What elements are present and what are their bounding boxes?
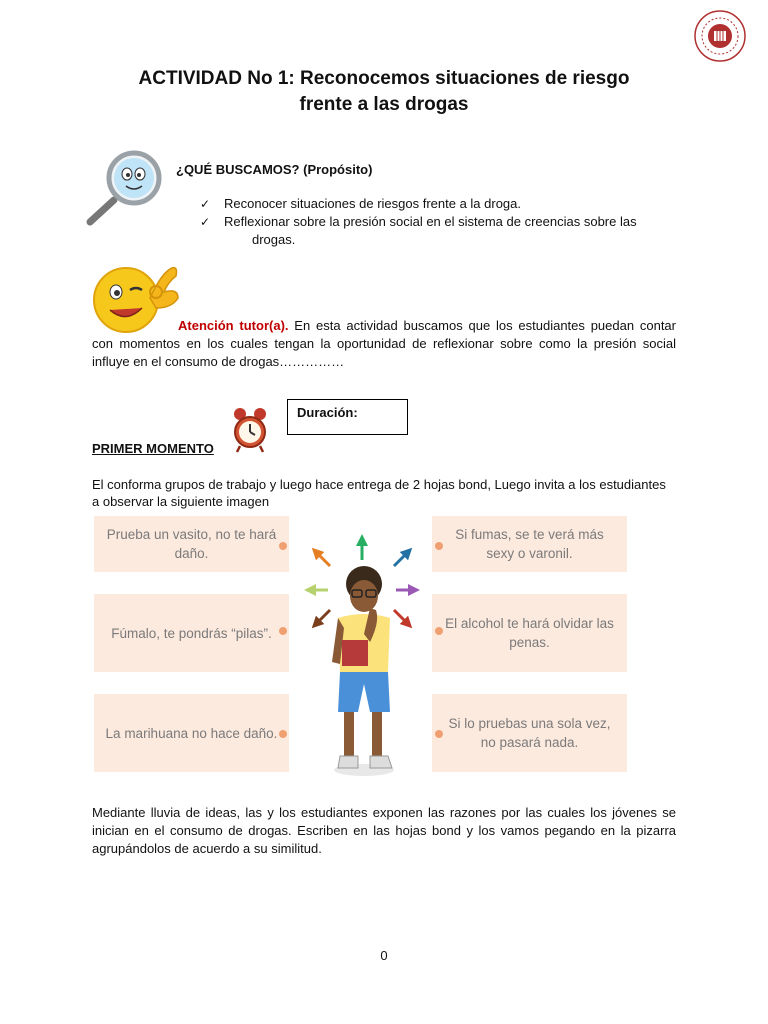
attention-label: Atención tutor(a).: [178, 318, 289, 333]
purpose-list: [200, 195, 680, 249]
pressure-card-right-3: Si lo pruebas una sola vez, no pasará nada.: [432, 694, 627, 772]
arrow-up-left: [316, 552, 330, 566]
tutor-attention-paragraph: [92, 317, 676, 371]
checkmark-icon: ✓: [200, 197, 211, 211]
alarm-clock-icon: [232, 406, 268, 454]
thinking-boy-icon: [330, 562, 400, 778]
purpose-item-continuation: drogas.: [252, 232, 296, 247]
checkmark-icon: ✓: [200, 215, 211, 229]
pressure-card-left-1: Prueba un vasito, no te hará daño.: [94, 516, 289, 572]
connector-dot: [279, 542, 287, 550]
section-heading: PRIMER MOMENTO: [92, 441, 214, 456]
list-item: [200, 195, 680, 213]
pressure-card-left-3: La marihuana no hace daño.: [94, 694, 289, 772]
pressure-card-right-1: Si fumas, se te verá más sexy o varonil.: [432, 516, 627, 572]
page-title: [60, 66, 708, 118]
pressure-card-right-2: El alcohol te hará olvidar las penas.: [432, 594, 627, 672]
magnifying-glass-icon: [84, 148, 168, 228]
connector-dot: [435, 627, 443, 635]
connector-dot: [279, 730, 287, 738]
title-line-2: frente a las drogas: [299, 94, 469, 115]
duration-label: Duración:: [297, 405, 358, 420]
attention-text: En esta actividad buscamos que los estudiantes puedan contar con momentos en los cuales tengan la oportunidad de reflexionar sobre como la presión social influye en el consumo de drogas……………: [92, 318, 676, 369]
purpose-item-2: Reflexionar sobre la presión social en el sistema de creencias sobre las: [224, 214, 637, 229]
brainstorm-paragraph: Mediante lluvia de ideas, las y los estudiantes exponen las razones por las cuales los jóvenes se inician en el consumo de drogas. Escriben en las hojas bond y los vamos pegando en la pizarra agrupándolos de acuerdo a su similitud.: [92, 805, 676, 856]
instructions-paragraph: El conforma grupos de trabajo y luego hace entrega de 2 hojas bond, Luego invita a los estudiantes a observar la siguiente imagen: [92, 477, 666, 509]
list-item: [200, 213, 680, 231]
pressure-card-left-2: Fúmalo, te pondrás “pilas”.: [94, 594, 289, 672]
connector-dot: [435, 730, 443, 738]
connector-dot: [279, 627, 287, 635]
purpose-item-1: Reconocer situaciones de riesgos frente a la droga.: [224, 196, 522, 211]
title-line-1: ACTIVIDAD No 1: Reconocemos situaciones de riesgo: [138, 68, 630, 89]
arrow-down-left: [316, 610, 330, 624]
page-number: 0: [380, 948, 388, 963]
purpose-heading: ¿QUÉ BUSCAMOS? (Propósito): [176, 162, 373, 177]
school-seal-icon: [694, 10, 746, 62]
connector-dot: [435, 542, 443, 550]
